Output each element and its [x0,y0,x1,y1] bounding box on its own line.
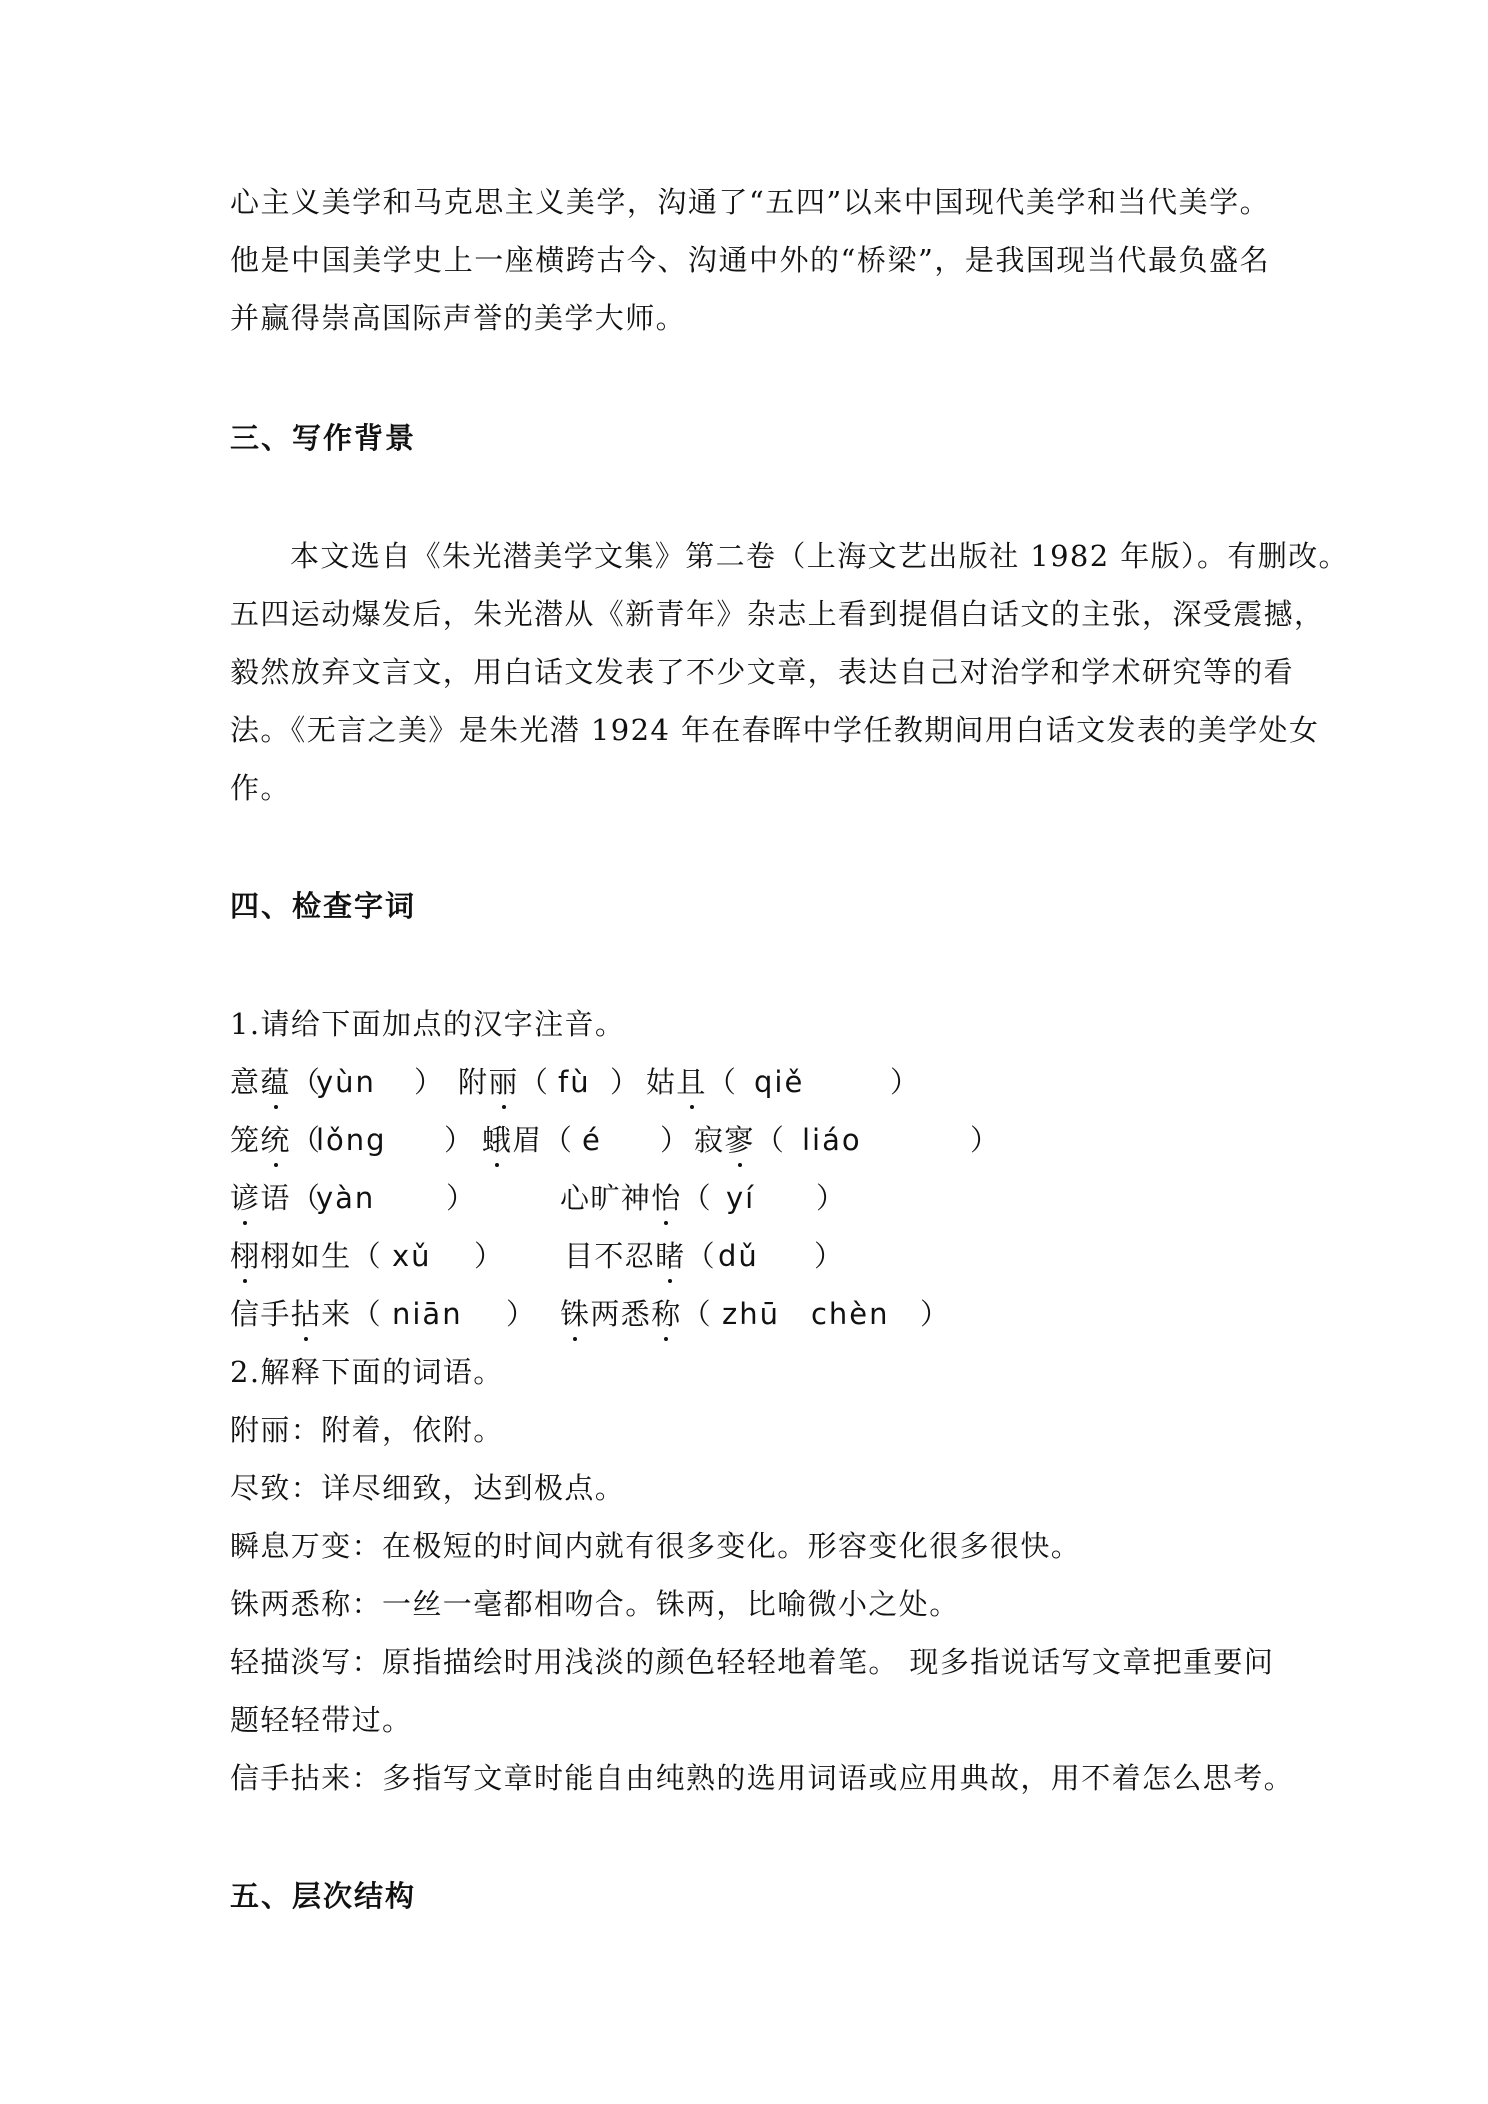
definition-4: 铢两悉称：一丝一毫都相吻合。铢两，比喻微小之处。 [230,1587,960,1621]
pinyin-item: 姑且（ [646,1062,737,1102]
pinyin-answer: niān [392,1297,463,1331]
intro-line-1: 心主义美学和马克思主义美学，沟通了“五四”以来中国现代美学和当代美学。 [230,185,1270,219]
section-3-line-4: 法。《无言之美》是朱光潜 1924 年在春晖中学任教期间用白话文发表的美学处女 [230,713,1320,747]
definition-5-line-1: 轻描淡写：原指描绘时用浅淡的颜色轻轻地着笔。 现多指说话写文章把重要问 [230,1645,1275,1679]
pinyin-item: 笼统（ [230,1120,321,1160]
pinyin-item: 栩栩如生（ [230,1236,382,1276]
pinyin-row-4: 栩栩如生（ xǔ ） 目不忍睹（ dǔ ） [230,1236,1270,1276]
pinyin-answer: lǒng [316,1123,387,1157]
pinyin-answer: liáo [802,1123,862,1157]
pinyin-row-3: 谚语（ yàn ） 心旷神怡（ yí ） [230,1178,1270,1218]
pinyin-answer: dǔ [718,1239,759,1273]
section-3-line-2: 五四运动爆发后，朱光潜从《新青年》杂志上看到提倡白话文的主张，深受震撼， [230,597,1325,631]
pinyin-item: 心旷神怡（ [560,1178,712,1218]
definition-3: 瞬息万变：在极短的时间内就有很多变化。形容变化很多很快。 [230,1529,1082,1563]
section-4-heading: 四、检查字词 [230,889,417,923]
section-5-heading: 五、层次结构 [230,1879,417,1913]
section-3-line-3: 毅然放弃文言文，用白话文发表了不少文章，表达自己对治学和学术研究等的看 [230,655,1295,689]
question-2: 2.解释下面的词语。 [230,1355,504,1389]
pinyin-row-2: 笼统（ lǒng ） 蛾眉（ é ） 寂寥（ liáo ） [230,1120,1270,1160]
intro-line-3: 并赢得崇高国际声誉的美学大师。 [230,301,687,335]
pinyin-item: 目不忍睹（ [564,1236,716,1276]
definition-6: 信手拈来：多指写文章时能自由纯熟的选用词语或应用典故，用不着怎么思考。 [230,1761,1295,1795]
pinyin-item: 谚语（ [230,1178,321,1218]
pinyin-answer: yí [726,1181,756,1215]
pinyin-answer: qiě [754,1065,805,1099]
pinyin-item: 寂寥（ [694,1120,785,1160]
pinyin-answer: é [582,1123,602,1157]
pinyin-answer: yùn [316,1065,376,1099]
pinyin-row-1: 意蕴（ yùn ） 附丽（ fù ） 姑且（ qiě ） [230,1062,1270,1102]
definition-5-line-2: 题轻轻带过。 [230,1703,413,1737]
pinyin-item: 附丽（ [458,1062,549,1102]
section-3-line-5: 作。 [230,771,291,805]
pinyin-answer: fù [558,1065,591,1099]
definition-1: 附丽：附着，依附。 [230,1413,504,1447]
intro-line-2: 他是中国美学史上一座横跨古今、沟通中外的“桥梁”，是我国现当代最负盛名 [230,243,1270,277]
section-3-heading: 三、写作背景 [230,421,417,455]
question-1: 1.请给下面加点的汉字注音。 [230,1007,626,1041]
definition-2: 尽致：详尽细致，达到极点。 [230,1471,626,1505]
pinyin-item: 蛾眉（ [482,1120,573,1160]
pinyin-item: 信手拈来（ [230,1294,382,1334]
pinyin-answer: xǔ [392,1239,432,1273]
pinyin-answer: zhū chèn [722,1297,890,1331]
pinyin-item: 铢两悉称（ [560,1294,712,1334]
section-3-line-1: 本文选自《朱光潜美学文集》第二卷（上海文艺出版社 1982 年版）。有删改。 [290,539,1349,573]
pinyin-item: 意蕴（ [230,1062,321,1102]
pinyin-answer: yàn [316,1181,376,1215]
pinyin-row-5: 信手拈来（ niān ） 铢两悉称（ zhū chèn ） [230,1294,1270,1334]
